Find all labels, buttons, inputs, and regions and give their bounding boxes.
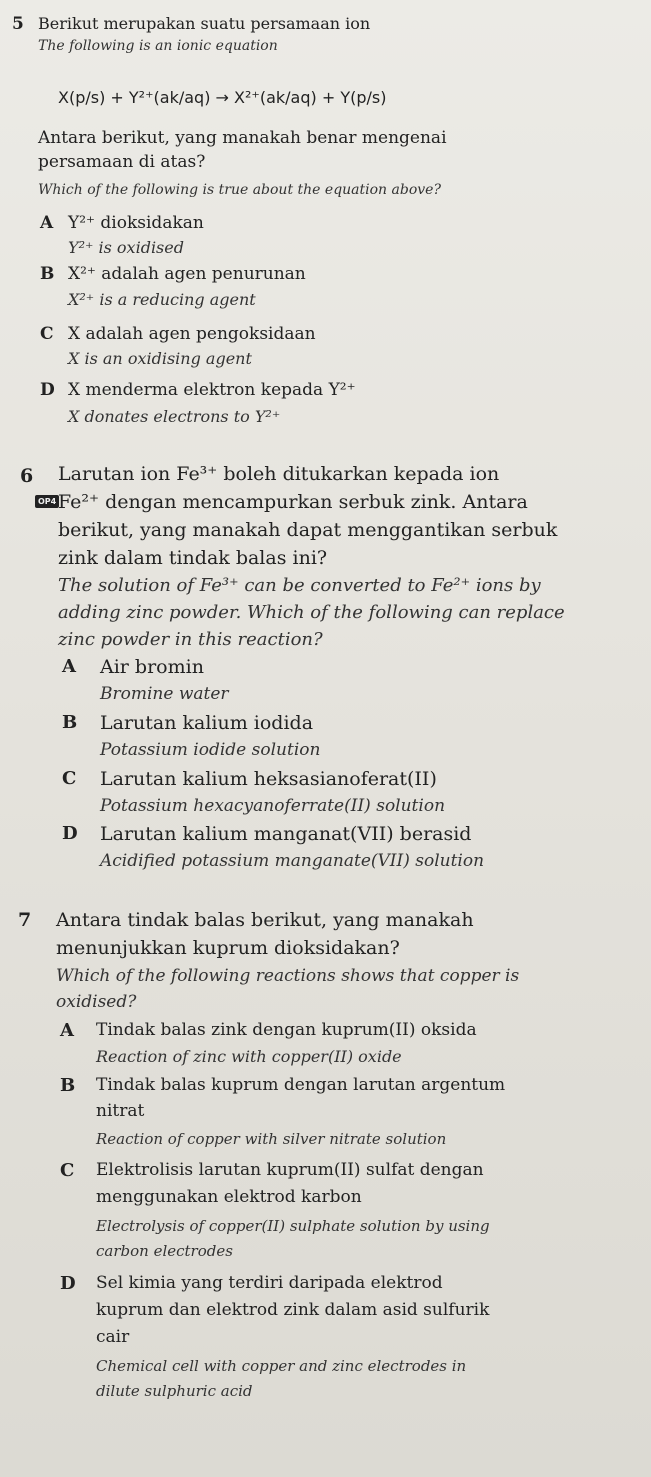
q6-option-a-ms[interactable]: Air bromin: [100, 656, 204, 678]
q5-option-d-letter[interactable]: D: [40, 380, 55, 400]
q6-option-c-en: Potassium hexacyanoferrate(II) solution: [100, 796, 446, 816]
q7-option-d-ms-1[interactable]: Sel kimia yang terdiri daripada elektrod: [96, 1273, 443, 1293]
q7-option-a-en-1: Reaction of zinc with copper(II) oxide: [96, 1047, 402, 1066]
q6-ms-line-3: berikut, yang manakah dapat menggantikan serbuk: [58, 519, 558, 541]
question-6-number: 6: [20, 465, 34, 487]
q6-option-b-ms[interactable]: Larutan kalium iodida: [100, 712, 314, 734]
q7-ms-line-2: menunjukkan kuprum dioksidakan?: [56, 937, 400, 959]
q7-option-c-en-2: carbon electrodes: [96, 1242, 233, 1260]
q6-option-d-ms[interactable]: Larutan kalium manganat(VII) berasid: [100, 823, 472, 845]
q6-en-line-1: The solution of Fe³⁺ can be converted to Fe²⁺ ions by: [58, 575, 541, 596]
q7-option-d-en-1: Chemical cell with copper and zinc electrodes in: [96, 1357, 467, 1375]
q6-ms-line-1: Larutan ion Fe³⁺ boleh ditukarkan kepada ion: [58, 463, 500, 485]
q5-option-b-ms[interactable]: X²⁺ adalah agen penurunan: [68, 264, 306, 284]
q5-option-a-ms[interactable]: Y²⁺ dioksidakan: [68, 213, 204, 233]
q5-option-c-en: X is an oxidising agent: [68, 349, 252, 368]
q5-option-d-ms[interactable]: X menderma elektron kepada Y²⁺: [68, 380, 356, 400]
q6-en-line-2: adding zinc powder. Which of the following can replace: [58, 602, 565, 623]
q7-option-b-letter[interactable]: B: [60, 1075, 76, 1096]
q7-option-c-letter[interactable]: C: [60, 1160, 75, 1181]
q6-option-a-letter[interactable]: A: [62, 656, 76, 677]
q7-option-b-ms-1[interactable]: Tindak balas kuprum dengan larutan argentum: [96, 1075, 506, 1095]
q5-ms-line-2: Antara berikut, yang manakah benar mengenai: [38, 128, 447, 148]
q7-ms-line-1: Antara tindak balas berikut, yang manakah: [56, 909, 474, 931]
q7-option-c-ms-2[interactable]: menggunakan elektrod karbon: [96, 1187, 362, 1207]
q5-en-line-2: Which of the following is true about the equation above?: [38, 182, 441, 198]
q5-option-d-en: X donates electrons to Y²⁺: [68, 407, 281, 426]
q5-en-line-1: The following is an ionic equation: [38, 38, 278, 54]
q5-option-a-letter[interactable]: A: [40, 213, 54, 233]
q7-en-line-2: oxidised?: [56, 992, 137, 1012]
q7-en-line-1: Which of the following reactions shows that copper is: [56, 966, 520, 986]
q5-ms-line-1: Berikut merupakan suatu persamaan ion: [38, 14, 371, 33]
question-5-number: 5: [12, 14, 24, 34]
q7-option-d-en-2: dilute sulphuric acid: [96, 1382, 253, 1400]
q6-option-d-en: Acidified potassium manganate(VII) solution: [100, 851, 485, 871]
q7-option-b-en-1: Reaction of copper with silver nitrate solution: [96, 1130, 447, 1148]
q5-option-b-letter[interactable]: B: [40, 264, 55, 284]
q6-option-a-en: Bromine water: [100, 684, 229, 704]
q6-option-c-letter[interactable]: C: [62, 768, 77, 789]
q5-option-a-en: Y²⁺ is oxidised: [68, 238, 184, 257]
q6-en-line-3: zinc powder in this reaction?: [58, 629, 323, 650]
q5-option-c-ms[interactable]: X adalah agen pengoksidaan: [68, 324, 316, 344]
q5-ionic-equation: X(p/s) + Y²⁺(ak/aq) → X²⁺(ak/aq) + Y(p/s): [58, 88, 387, 107]
op4-badge: OP4: [35, 495, 59, 508]
q6-option-b-en: Potassium iodide solution: [100, 740, 321, 760]
q6-ms-line-2: Fe²⁺ dengan mencampurkan serbuk zink. Antara: [58, 491, 528, 513]
q7-option-c-ms-1[interactable]: Elektrolisis larutan kuprum(II) sulfat dengan: [96, 1160, 484, 1180]
q7-option-d-letter[interactable]: D: [60, 1273, 76, 1294]
q7-option-a-letter[interactable]: A: [60, 1020, 74, 1041]
q6-option-c-ms[interactable]: Larutan kalium heksasianoferat(II): [100, 768, 437, 790]
q7-option-a-ms-1[interactable]: Tindak balas zink dengan kuprum(II) oksida: [96, 1020, 477, 1040]
q5-ms-line-3: persamaan di atas?: [38, 152, 206, 172]
q7-option-c-en-1: Electrolysis of copper(II) sulphate solution by using: [96, 1217, 490, 1235]
q7-option-d-ms-2[interactable]: kuprum dan elektrod zink dalam asid sulfurik: [96, 1300, 490, 1320]
q6-ms-line-4: zink dalam tindak balas ini?: [58, 547, 328, 569]
q5-option-c-letter[interactable]: C: [40, 324, 54, 344]
q7-option-d-ms-3[interactable]: cair: [96, 1327, 130, 1347]
q6-option-d-letter[interactable]: D: [62, 823, 78, 844]
q5-option-b-en: X²⁺ is a reducing agent: [68, 290, 256, 309]
q6-option-b-letter[interactable]: B: [62, 712, 78, 733]
question-7-number: 7: [18, 909, 32, 931]
q7-option-b-ms-2[interactable]: nitrat: [96, 1101, 145, 1121]
